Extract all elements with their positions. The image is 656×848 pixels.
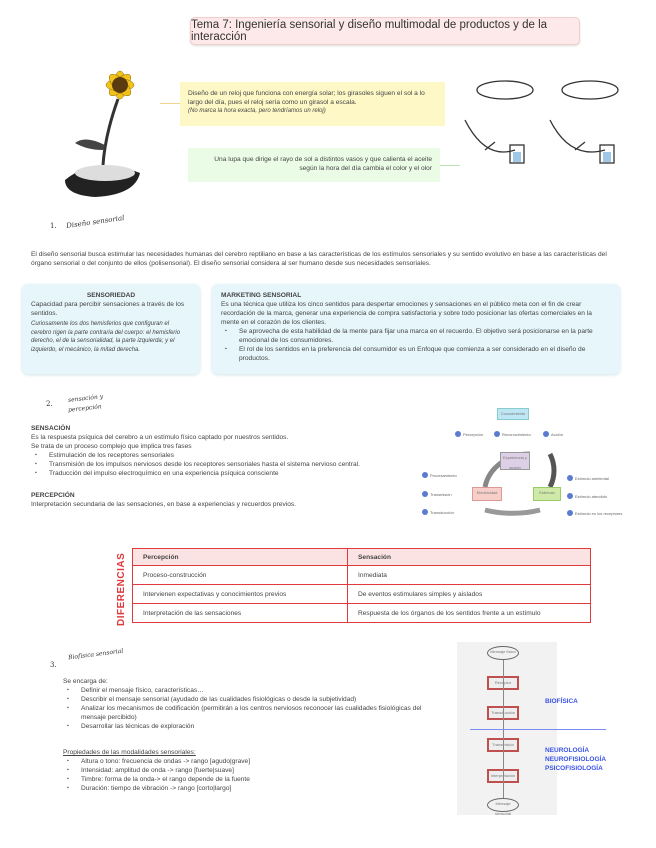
sensacion-line: Es la respuesta psíquica del cerebro a un estímulo físico captado por nuestros sentidos.: [31, 434, 289, 441]
diagram-node: Estímulo ambiental: [575, 475, 610, 481]
perception-cycle-diagram: [405, 402, 640, 532]
biofisica-intro: Se encarga de:: [63, 678, 108, 685]
differences-label: DIFERENCIAS: [116, 552, 127, 626]
diagram-node: Acción: [551, 431, 564, 437]
table-header: Percepción: [133, 549, 348, 566]
biofisica-block: [63, 677, 423, 793]
diagram-node: Reconocimiento: [502, 431, 531, 437]
sensacion-bullet: ▪ Transmisión de los impulsos nerviosos desde los receptores sensoriales hasta el sistema nervioso central.: [31, 460, 401, 469]
marketing-bullet: ▪ Se aprovecha de esta habilidad de la mente para fijar una marca en el recuerdo. El objetivo será posicionarse en la parte emocional de los consumidores.: [221, 327, 611, 345]
diagram-node: Transmisión: [430, 491, 452, 497]
flow-step: Mensaje sensorial: [487, 798, 519, 812]
sensacion-title: SENSACIÓN: [31, 425, 71, 432]
table-row: [133, 566, 591, 585]
table-cell: De eventos estimulares simples y aislados: [348, 585, 591, 604]
section-2-heading-line1: sensación y: [67, 393, 104, 404]
section-2-number: 2.: [46, 400, 53, 408]
biofisica-label: BIOFÍSICA: [545, 698, 578, 705]
flow-step: Interpretación: [487, 769, 519, 783]
biofisica-bullet: ▪ Definir el mensaje físico, características…: [63, 686, 423, 695]
properties-title: Propiedades de las modalidades sensoriales:: [63, 749, 196, 756]
section-3-number: 3.: [50, 661, 57, 669]
flow-step: Mensaje físico: [487, 646, 519, 660]
section-1-heading: Diseño sensorial: [65, 213, 125, 231]
table-header-row: [133, 549, 591, 566]
section-2-heading-line2: percepción: [67, 403, 103, 414]
page-title: Tema 7: Ingeniería sensorial y diseño multimodal de productos y de la interacción: [190, 17, 580, 45]
clock-idea-note-text: (No marca la hora exacta, pero tendríamos un reloj): [188, 108, 326, 114]
table-cell: Interpretación de las sensaciones: [133, 604, 348, 623]
marketing-title: MARKETING SENSORIAL: [221, 292, 302, 299]
sensacion-bullet: ▪ Traducción del impulso electroquímico en una experiencia psíquica consciente: [31, 469, 401, 478]
table-cell: Proceso-construcción: [133, 566, 348, 585]
sensoriedad-title: SENSORIEDAD: [86, 292, 136, 299]
table-row: [133, 604, 591, 623]
section-1-number: 1.: [50, 222, 57, 230]
percepcion-title: PERCEPCIÓN: [31, 492, 75, 499]
property-item: ▪ Duración: tiempo de vibración -> rango [corto|largo]: [63, 784, 423, 793]
marketing-bullet: ▪ El rol de los sentidos en la preferencia del consumidor es un Enfoque que comienza a ser considerado en el diseño de productos.: [221, 345, 611, 363]
diagram-right-box: Estímulo: [533, 487, 561, 501]
table-header: Sensación: [348, 549, 591, 566]
diagram-node: Transducción: [430, 509, 454, 515]
clock-idea-text: Diseño de un reloj que funciona con energía solar; los girasoles siguen el sol a lo largo del día, pues el reloj sería como un girasol a escala.: [188, 90, 425, 106]
biofisica-bullet: ▪ Desarrollar las técnicas de exploración: [63, 722, 423, 731]
clock-idea-note: [180, 82, 445, 126]
flow-step: Transmisión: [487, 738, 519, 752]
property-item: ▪ Timbre: forma de la onda-> el rango depende de la fuente: [63, 775, 423, 784]
marketing-sensorial-box: [212, 284, 620, 374]
magnifier-idea-note: Una lupa que dirige el rayo de sol a distintos vasos y que calienta el aceite según la hora del día cambia el color y el olor: [188, 148, 440, 182]
property-item: ▪ Altura o tono: frecuencia de ondas -> rango [agudo|grave]: [63, 757, 423, 766]
marketing-text: Es una técnica que utiliza los cinco sentidos para despertar emociones y sensaciones en el público meta con el fin de crear recordación de la marca, generar una experiencia de compra satisfactoria y sobre todo posicionar las ofertas comerciales en la mente en el corazón de los clientes.: [221, 301, 592, 326]
percepcion-text: Interpretación secundaria de las sensaciones, en base a experiencias y recuerdos previos.: [31, 501, 297, 508]
sensacion-block: [31, 424, 401, 509]
sensoriedad-note: Curiosamente los dos hemisferios que configuran el cerebro rigen la parte contraria del cuerpo: el hemisferio derecho, el de la sensorialidad, la parte izquierda; y el izquierdo, el mecánico, la mitad derecha.: [31, 321, 181, 353]
neuro-label: NEUROFISIOLOGÍA: [545, 756, 607, 763]
diagram-node: Estímulo en los receptores: [575, 510, 623, 516]
table-cell: Intervienen expectativas y conocimientos previos: [133, 585, 348, 604]
biofisica-bullet: ▪ Analizar los mecanismos de codificación (permitirán a los centros nerviosos reconocer las cualidades fisiológicas del mensaje percibido): [63, 704, 423, 722]
table-row: [133, 585, 591, 604]
sensacion-line: Se trata de un proceso complejo que implica tres fases: [31, 443, 192, 450]
flow-step: Transducción: [487, 706, 519, 720]
neuro-label: NEUROLOGÍA: [545, 747, 590, 754]
property-item: ▪ Intensidad: amplitud de onda -> rango [fuerte|suave]: [63, 766, 423, 775]
sunflower-clock-image: [45, 55, 165, 205]
divider-line: [470, 729, 606, 730]
section-3-heading: Biofísica sensorial: [67, 647, 124, 662]
sensacion-bullet: ▪ Estimulación de los receptores sensoriales: [31, 451, 401, 460]
section-1-paragraph: El diseño sensorial busca estimular las necesidades humanas del cerebro reptiliano en base a las características de los estímulos sensoriales y su sentido evolutivo en base a las características del órgano sensorial o del conjunto de ellos (polisensorial). El diseño sensorial considera al ser humano desde sus necesidades sensoriales.: [31, 251, 607, 267]
neuro-label: PSICOFISIOLOGÍA: [545, 765, 603, 772]
diagram-left-box: Electricidad: [472, 487, 502, 501]
differences-table: [132, 548, 591, 623]
diagram-node: Procesamiento: [430, 472, 457, 478]
diagram-node: Estímulo atendido: [575, 493, 608, 499]
neuro-labels: [545, 746, 606, 773]
biofisica-bullet: ▪ Describir el mensaje sensorial (ayudado de las cualidades fisiológicas o desde la subjetividad): [63, 695, 423, 704]
diagram-node: Percepción: [463, 431, 484, 437]
flow-step: Receptor: [487, 676, 519, 690]
table-cell: Inmediata: [348, 566, 591, 585]
magnifier-sketch-image: [455, 60, 640, 185]
sensoriedad-text: Capacidad para percibir sensaciones a través de los sentidos.: [31, 301, 185, 317]
table-cell: Respuesta de los órganos de los sentidos frente a un estímulo: [348, 604, 591, 623]
diagram-top-box: Conocimiento: [497, 408, 529, 420]
diagram-center-box: Experiencia y acción: [500, 452, 530, 470]
sensoriedad-box: [22, 284, 200, 374]
